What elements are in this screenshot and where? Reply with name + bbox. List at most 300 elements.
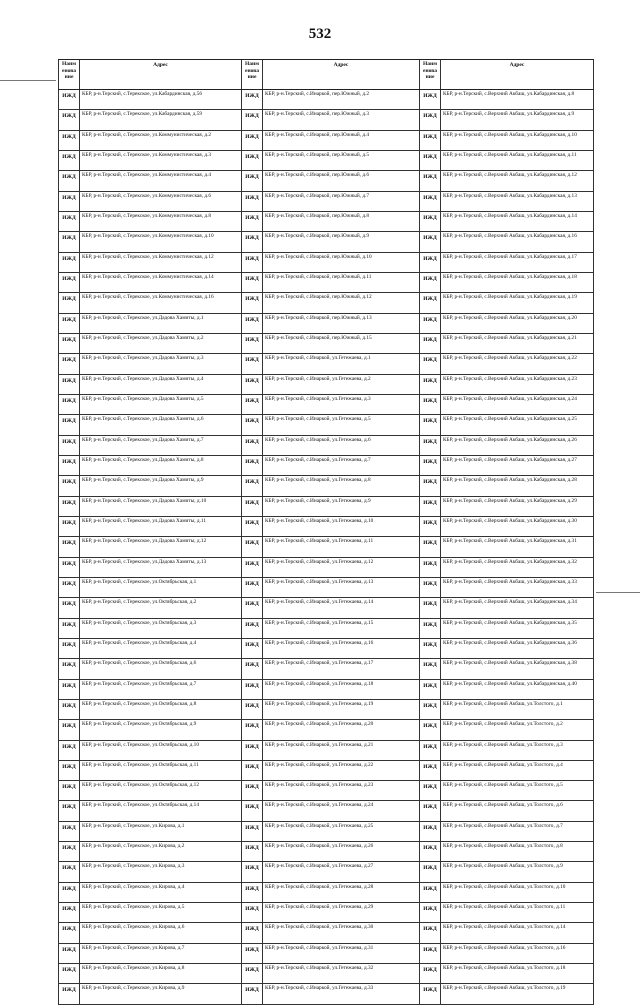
address-cell: КБР, р-н.Терский, с.Верхний Акбаш, ул.Толстого, д.4 bbox=[440, 761, 594, 780]
address-cell: КБР, р-н.Терский, с.Терекское, ул.Дадова Хамиты, д.8 bbox=[79, 456, 241, 475]
address-cell: КБР, р-н.Терский, с.Верхний Акбаш, ул.Кабардинская, д.12 bbox=[440, 171, 594, 190]
type-cell: ИЖД bbox=[241, 212, 262, 231]
address-cell: КБР, р-н.Терский, с.Верхний Акбаш, ул.Кабардинская, д.23 bbox=[440, 375, 594, 394]
type-cell: ИЖД bbox=[241, 680, 262, 699]
type-cell: ИЖД bbox=[241, 578, 262, 597]
address-cell: КБР, р-н.Терский, с.Терекское, ул.Кабардинская, д.56 bbox=[79, 90, 241, 109]
type-cell: ИЖД bbox=[419, 964, 440, 983]
type-cell: ИЖД bbox=[241, 253, 262, 272]
table-row bbox=[58, 476, 594, 496]
type-cell: ИЖД bbox=[241, 476, 262, 495]
table-body bbox=[58, 90, 594, 1005]
type-cell: ИЖД bbox=[241, 151, 262, 170]
address-cell: КБР, р-н.Терский, с.Верхний Акбаш, ул.Кабардинская, д.38 bbox=[440, 659, 594, 678]
address-cell: КБР, р-н.Терский, с.Инаркой, ул.Гетежаева, д.17 bbox=[262, 659, 419, 678]
address-cell: КБР, р-н.Терский, с.Инаркой, ул.Гетежаева, д.21 bbox=[262, 741, 419, 760]
type-cell: ИЖД bbox=[58, 659, 79, 678]
table-row bbox=[58, 944, 594, 964]
address-cell: КБР, р-н.Терский, с.Инаркой, ул.Гетежаева, д.24 bbox=[262, 801, 419, 820]
type-cell: ИЖД bbox=[58, 314, 79, 333]
type-cell: ИЖД bbox=[419, 497, 440, 516]
header-name-2: Наим енова ние bbox=[241, 60, 262, 89]
type-cell: ИЖД bbox=[419, 131, 440, 150]
address-cell: КБР, р-н.Терский, с.Инаркой, ул.Гетежаева, д.9 bbox=[262, 497, 419, 516]
address-cell: КБР, р-н.Терский, с.Инаркой, пер.Южный, д.4 bbox=[262, 131, 419, 150]
address-cell: КБР, р-н.Терский, с.Верхний Акбаш, ул.Толстого, д.2 bbox=[440, 720, 594, 739]
type-cell: ИЖД bbox=[58, 781, 79, 800]
address-cell: КБР, р-н.Терский, с.Верхний Акбаш, ул.Толстого, д.19 bbox=[440, 984, 594, 1003]
address-cell: КБР, р-н.Терский, с.Верхний Акбаш, ул.Кабардинская, д.10 bbox=[440, 131, 594, 150]
type-cell: ИЖД bbox=[58, 944, 79, 963]
type-cell: ИЖД bbox=[419, 842, 440, 861]
address-cell: КБР, р-н.Терский, с.Инаркой, ул.Гетежаева, д.2 bbox=[262, 375, 419, 394]
address-cell: КБР, р-н.Терский, с.Верхний Акбаш, ул.Кабардинская, д.31 bbox=[440, 537, 594, 556]
type-cell: ИЖД bbox=[58, 436, 79, 455]
address-cell: КБР, р-н.Терский, с.Терекское, ул.Коммунистическая, д.4 bbox=[79, 171, 241, 190]
type-cell: ИЖД bbox=[419, 395, 440, 414]
type-cell: ИЖД bbox=[241, 903, 262, 922]
address-cell: КБР, р-н.Терский, с.Терекское, ул.Кирова, д.2 bbox=[79, 842, 241, 861]
type-cell: ИЖД bbox=[58, 822, 79, 841]
type-cell: ИЖД bbox=[241, 964, 262, 983]
type-cell: ИЖД bbox=[419, 578, 440, 597]
table-row bbox=[58, 619, 594, 639]
address-cell: КБР, р-н.Терский, с.Верхний Акбаш, ул.Толстого, д.16 bbox=[440, 944, 594, 963]
type-cell: ИЖД bbox=[58, 801, 79, 820]
type-cell: ИЖД bbox=[241, 883, 262, 902]
table-row bbox=[58, 537, 594, 557]
address-cell: КБР, р-н.Терский, с.Верхний Акбаш, ул.Кабардинская, д.34 bbox=[440, 598, 594, 617]
type-cell: ИЖД bbox=[58, 842, 79, 861]
type-cell: ИЖД bbox=[419, 984, 440, 1003]
type-cell: ИЖД bbox=[419, 801, 440, 820]
address-cell: КБР, р-н.Терский, с.Верхний Акбаш, ул.Кабардинская, д.35 bbox=[440, 619, 594, 638]
type-cell: ИЖД bbox=[419, 761, 440, 780]
address-cell: КБР, р-н.Терский, с.Верхний Акбаш, ул.Кабардинская, д.11 bbox=[440, 151, 594, 170]
address-cell: КБР, р-н.Терский, с.Верхний Акбаш, ул.Толстого, д.18 bbox=[440, 964, 594, 983]
address-cell: КБР, р-н.Терский, с.Терекское, ул.Октябрьская, д.4 bbox=[79, 639, 241, 658]
type-cell: ИЖД bbox=[419, 293, 440, 312]
type-cell: ИЖД bbox=[419, 436, 440, 455]
address-cell: КБР, р-н.Терский, с.Терекское, ул.Октябрьская, д.11 bbox=[79, 761, 241, 780]
type-cell: ИЖД bbox=[58, 964, 79, 983]
address-cell: КБР, р-н.Терский, с.Верхний Акбаш, ул.Кабардинская, д.33 bbox=[440, 578, 594, 597]
address-table bbox=[58, 59, 594, 1005]
type-cell: ИЖД bbox=[241, 415, 262, 434]
type-cell: ИЖД bbox=[58, 598, 79, 617]
address-cell: КБР, р-н.Терский, с.Верхний Акбаш, ул.Толстого, д.6 bbox=[440, 801, 594, 820]
type-cell: ИЖД bbox=[241, 822, 262, 841]
type-cell: ИЖД bbox=[241, 639, 262, 658]
table-row bbox=[58, 598, 594, 618]
address-cell: КБР, р-н.Терский, с.Терекское, ул.Кирова, д.1 bbox=[79, 822, 241, 841]
type-cell: ИЖД bbox=[419, 375, 440, 394]
address-cell: КБР, р-н.Терский, с.Верхний Акбаш, ул.Кабардинская, д.13 bbox=[440, 192, 594, 211]
type-cell: ИЖД bbox=[241, 598, 262, 617]
table-row bbox=[58, 456, 594, 476]
type-cell: ИЖД bbox=[419, 151, 440, 170]
type-cell: ИЖД bbox=[419, 822, 440, 841]
address-cell: КБР, р-н.Терский, с.Верхний Акбаш, ул.Кабардинская, д.14 bbox=[440, 212, 594, 231]
type-cell: ИЖД bbox=[58, 456, 79, 475]
address-cell: КБР, р-н.Терский, с.Верхний Акбаш, ул.Кабардинская, д.29 bbox=[440, 497, 594, 516]
address-cell: КБР, р-н.Терский, с.Терекское, ул.Кирова, д.3 bbox=[79, 862, 241, 881]
address-cell: КБР, р-н.Терский, с.Терекское, ул.Кирова, д.6 bbox=[79, 923, 241, 942]
table-row bbox=[58, 192, 594, 212]
address-cell: КБР, р-н.Терский, с.Верхний Акбаш, ул.Кабардинская, д.18 bbox=[440, 273, 594, 292]
type-cell: ИЖД bbox=[419, 212, 440, 231]
type-cell: ИЖД bbox=[58, 232, 79, 251]
type-cell: ИЖД bbox=[241, 90, 262, 109]
address-cell: КБР, р-н.Терский, с.Инаркой, пер.Южный, д.10 bbox=[262, 253, 419, 272]
header-name-3: Наим енова ние bbox=[419, 60, 440, 89]
type-cell: ИЖД bbox=[241, 720, 262, 739]
address-cell: КБР, р-н.Терский, с.Терекское, ул.Дадова Хамиты, д.13 bbox=[79, 558, 241, 577]
type-cell: ИЖД bbox=[419, 598, 440, 617]
table-row bbox=[58, 700, 594, 720]
table-row bbox=[58, 558, 594, 578]
type-cell: ИЖД bbox=[241, 923, 262, 942]
type-cell: ИЖД bbox=[419, 862, 440, 881]
type-cell: ИЖД bbox=[241, 436, 262, 455]
address-cell: КБР, р-н.Терский, с.Терекское, ул.Дадова Хамиты, д.2 bbox=[79, 334, 241, 353]
address-cell: КБР, р-н.Терский, с.Терекское, ул.Октябрьская, д.6 bbox=[79, 659, 241, 678]
address-cell: КБР, р-н.Терский, с.Верхний Акбаш, ул.Кабардинская, д.26 bbox=[440, 436, 594, 455]
type-cell: ИЖД bbox=[58, 131, 79, 150]
table-row bbox=[58, 334, 594, 354]
type-cell: ИЖД bbox=[58, 476, 79, 495]
type-cell: ИЖД bbox=[58, 273, 79, 292]
address-cell: КБР, р-н.Терский, с.Инаркой, пер.Южный, д.12 bbox=[262, 293, 419, 312]
address-cell: КБР, р-н.Терский, с.Терекское, ул.Дадова Хамиты, д.3 bbox=[79, 354, 241, 373]
type-cell: ИЖД bbox=[241, 801, 262, 820]
type-cell: ИЖД bbox=[419, 456, 440, 475]
address-cell: КБР, р-н.Терский, с.Инаркой, пер.Южный, д.3 bbox=[262, 110, 419, 129]
address-cell: КБР, р-н.Терский, с.Терекское, ул.Октябрьская, д.14 bbox=[79, 801, 241, 820]
table-row bbox=[58, 842, 594, 862]
type-cell: ИЖД bbox=[58, 375, 79, 394]
address-cell: КБР, р-н.Терский, с.Терекское, ул.Коммунистическая, д.12 bbox=[79, 253, 241, 272]
type-cell: ИЖД bbox=[58, 558, 79, 577]
type-cell: ИЖД bbox=[58, 395, 79, 414]
type-cell: ИЖД bbox=[58, 883, 79, 902]
address-cell: КБР, р-н.Терский, с.Верхний Акбаш, ул.Толстого, д.7 bbox=[440, 822, 594, 841]
type-cell: ИЖД bbox=[419, 639, 440, 658]
address-cell: КБР, р-н.Терский, с.Верхний Акбаш, ул.Кабардинская, д.17 bbox=[440, 253, 594, 272]
address-cell: КБР, р-н.Терский, с.Инаркой, ул.Гетежаева, д.23 bbox=[262, 781, 419, 800]
type-cell: ИЖД bbox=[419, 680, 440, 699]
table-row bbox=[58, 639, 594, 659]
address-cell: КБР, р-н.Терский, с.Терекское, ул.Дадова Хамиты, д.9 bbox=[79, 476, 241, 495]
type-cell: ИЖД bbox=[241, 558, 262, 577]
table-row bbox=[58, 903, 594, 923]
address-cell: КБР, р-н.Терский, с.Верхний Акбаш, ул.Кабардинская, д.30 bbox=[440, 517, 594, 536]
type-cell: ИЖД bbox=[419, 659, 440, 678]
table-row bbox=[58, 354, 594, 374]
type-cell: ИЖД bbox=[58, 253, 79, 272]
address-cell: КБР, р-н.Терский, с.Верхний Акбаш, ул.Кабардинская, д.25 bbox=[440, 415, 594, 434]
table-row bbox=[58, 212, 594, 232]
type-cell: ИЖД bbox=[419, 781, 440, 800]
type-cell: ИЖД bbox=[419, 883, 440, 902]
type-cell: ИЖД bbox=[241, 293, 262, 312]
address-cell: КБР, р-н.Терский, с.Верхний Акбаш, ул.Кабардинская, д.36 bbox=[440, 639, 594, 658]
address-cell: КБР, р-н.Терский, с.Терекское, ул.Дадова Хамиты, д.10 bbox=[79, 497, 241, 516]
type-cell: ИЖД bbox=[241, 659, 262, 678]
type-cell: ИЖД bbox=[241, 273, 262, 292]
type-cell: ИЖД bbox=[241, 232, 262, 251]
table-row bbox=[58, 436, 594, 456]
type-cell: ИЖД bbox=[58, 619, 79, 638]
address-cell: КБР, р-н.Терский, с.Инаркой, ул.Гетежаева, д.7 bbox=[262, 456, 419, 475]
address-cell: КБР, р-н.Терский, с.Терекское, ул.Коммунистическая, д.8 bbox=[79, 212, 241, 231]
address-cell: КБР, р-н.Терский, с.Терекское, ул.Коммунистическая, д.6 bbox=[79, 192, 241, 211]
type-cell: ИЖД bbox=[58, 517, 79, 536]
address-cell: КБР, р-н.Терский, с.Инаркой, пер.Южный, д.2 bbox=[262, 90, 419, 109]
table-row bbox=[58, 578, 594, 598]
table-row bbox=[58, 781, 594, 801]
address-cell: КБР, р-н.Терский, с.Терекское, ул.Октябрьская, д.7 bbox=[79, 680, 241, 699]
table-row bbox=[58, 110, 594, 130]
address-cell: КБР, р-н.Терский, с.Инаркой, ул.Гетежаева, д.22 bbox=[262, 761, 419, 780]
scan-artifact-right bbox=[596, 592, 640, 593]
type-cell: ИЖД bbox=[241, 171, 262, 190]
type-cell: ИЖД bbox=[241, 131, 262, 150]
address-cell: КБР, р-н.Терский, с.Терекское, ул.Дадова Хамиты, д.11 bbox=[79, 517, 241, 536]
address-cell: КБР, р-н.Терский, с.Верхний Акбаш, ул.Кабардинская, д.24 bbox=[440, 395, 594, 414]
table-row bbox=[58, 923, 594, 943]
table-row bbox=[58, 314, 594, 334]
table-row bbox=[58, 395, 594, 415]
address-cell: КБР, р-н.Терский, с.Инаркой, ул.Гетежаева, д.33 bbox=[262, 984, 419, 1003]
type-cell: ИЖД bbox=[241, 761, 262, 780]
address-cell: КБР, р-н.Терский, с.Терекское, ул.Октябрьская, д.8 bbox=[79, 700, 241, 719]
table-row bbox=[58, 761, 594, 781]
address-cell: КБР, р-н.Терский, с.Инаркой, пер.Южный, д.5 bbox=[262, 151, 419, 170]
type-cell: ИЖД bbox=[419, 517, 440, 536]
address-cell: КБР, р-н.Терский, с.Терекское, ул.Дадова Хамиты, д.4 bbox=[79, 375, 241, 394]
address-cell: КБР, р-н.Терский, с.Инаркой, ул.Гетежаева, д.19 bbox=[262, 700, 419, 719]
address-cell: КБР, р-н.Терский, с.Терекское, ул.Октябрьская, д.3 bbox=[79, 619, 241, 638]
address-cell: КБР, р-н.Терский, с.Терекское, ул.Кирова, д.9 bbox=[79, 984, 241, 1003]
address-cell: КБР, р-н.Терский, с.Инаркой, ул.Гетежаева, д.26 bbox=[262, 842, 419, 861]
address-cell: КБР, р-н.Терский, с.Верхний Акбаш, ул.Толстого, д.1 bbox=[440, 700, 594, 719]
address-cell: КБР, р-н.Терский, с.Инаркой, пер.Южный, д.11 bbox=[262, 273, 419, 292]
address-cell: КБР, р-н.Терский, с.Терекское, ул.Дадова Хамиты, д.6 bbox=[79, 415, 241, 434]
address-cell: КБР, р-н.Терский, с.Верхний Акбаш, ул.Толстого, д.9 bbox=[440, 862, 594, 881]
type-cell: ИЖД bbox=[58, 90, 79, 109]
header-address-3: Адрес bbox=[440, 60, 594, 89]
address-cell: КБР, р-н.Терский, с.Терекское, ул.Дадова Хамиты, д.1 bbox=[79, 314, 241, 333]
type-cell: ИЖД bbox=[58, 537, 79, 556]
type-cell: ИЖД bbox=[241, 862, 262, 881]
address-cell: КБР, р-н.Терский, с.Инаркой, ул.Гетежаева, д.27 bbox=[262, 862, 419, 881]
type-cell: ИЖД bbox=[241, 619, 262, 638]
scan-artifact-left bbox=[0, 80, 56, 81]
type-cell: ИЖД bbox=[241, 192, 262, 211]
type-cell: ИЖД bbox=[419, 558, 440, 577]
type-cell: ИЖД bbox=[58, 151, 79, 170]
table-row bbox=[58, 375, 594, 395]
type-cell: ИЖД bbox=[419, 476, 440, 495]
address-cell: КБР, р-н.Терский, с.Инаркой, ул.Гетежаева, д.18 bbox=[262, 680, 419, 699]
address-cell: КБР, р-н.Терский, с.Инаркой, ул.Гетежаева, д.3 bbox=[262, 395, 419, 414]
address-cell: КБР, р-н.Терский, с.Терекское, ул.Октябрьская, д.2 bbox=[79, 598, 241, 617]
address-cell: КБР, р-н.Терский, с.Инаркой, пер.Южный, д.7 bbox=[262, 192, 419, 211]
type-cell: ИЖД bbox=[419, 334, 440, 353]
address-cell: КБР, р-н.Терский, с.Верхний Акбаш, ул.Толстого, д.10 bbox=[440, 883, 594, 902]
address-cell: КБР, р-н.Терский, с.Терекское, ул.Кирова, д.8 bbox=[79, 964, 241, 983]
address-cell: КБР, р-н.Терский, с.Инаркой, пер.Южный, д.9 bbox=[262, 232, 419, 251]
address-cell: КБР, р-н.Терский, с.Терекское, ул.Октябрьская, д.9 bbox=[79, 720, 241, 739]
address-cell: КБР, р-н.Терский, с.Терекское, ул.Кирова, д.4 bbox=[79, 883, 241, 902]
address-cell: КБР, р-н.Терский, с.Верхний Акбаш, ул.Толстого, д.5 bbox=[440, 781, 594, 800]
address-cell: КБР, р-н.Терский, с.Инаркой, ул.Гетежаева, д.15 bbox=[262, 619, 419, 638]
type-cell: ИЖД bbox=[58, 862, 79, 881]
type-cell: ИЖД bbox=[419, 253, 440, 272]
type-cell: ИЖД bbox=[419, 90, 440, 109]
type-cell: ИЖД bbox=[241, 842, 262, 861]
type-cell: ИЖД bbox=[241, 984, 262, 1003]
address-cell: КБР, р-н.Терский, с.Инаркой, ул.Гетежаева, д.13 bbox=[262, 578, 419, 597]
address-cell: КБР, р-н.Терский, с.Терекское, ул.Коммунистическая, д.2 bbox=[79, 131, 241, 150]
address-cell: КБР, р-н.Терский, с.Инаркой, ул.Гетежаева, д.1 bbox=[262, 354, 419, 373]
address-cell: КБР, р-н.Терский, с.Верхний Акбаш, ул.Кабардинская, д.19 bbox=[440, 293, 594, 312]
address-cell: КБР, р-н.Терский, с.Верхний Акбаш, ул.Кабардинская, д.8 bbox=[440, 90, 594, 109]
type-cell: ИЖД bbox=[58, 700, 79, 719]
type-cell: ИЖД bbox=[58, 354, 79, 373]
address-cell: КБР, р-н.Терский, с.Терекское, ул.Коммунистическая, д.14 bbox=[79, 273, 241, 292]
address-cell: КБР, р-н.Терский, с.Инаркой, ул.Гетежаева, д.12 bbox=[262, 558, 419, 577]
address-cell: КБР, р-н.Терский, с.Терекское, ул.Коммунистическая, д.16 bbox=[79, 293, 241, 312]
table-row bbox=[58, 680, 594, 700]
address-cell: КБР, р-н.Терский, с.Терекское, ул.Кирова, д.5 bbox=[79, 903, 241, 922]
address-cell: КБР, р-н.Терский, с.Верхний Акбаш, ул.Толстого, д.8 bbox=[440, 842, 594, 861]
table-row bbox=[58, 232, 594, 252]
type-cell: ИЖД bbox=[241, 314, 262, 333]
address-cell: КБР, р-н.Терский, с.Инаркой, ул.Гетежаева, д.16 bbox=[262, 639, 419, 658]
type-cell: ИЖД bbox=[419, 232, 440, 251]
type-cell: ИЖД bbox=[419, 944, 440, 963]
type-cell: ИЖД bbox=[419, 741, 440, 760]
type-cell: ИЖД bbox=[58, 293, 79, 312]
table-row bbox=[58, 90, 594, 110]
address-cell: КБР, р-н.Терский, с.Верхний Акбаш, ул.Толстого, д.3 bbox=[440, 741, 594, 760]
type-cell: ИЖД bbox=[241, 537, 262, 556]
header-address-1: Адрес bbox=[79, 60, 241, 89]
table-row bbox=[58, 131, 594, 151]
table-row bbox=[58, 273, 594, 293]
address-cell: КБР, р-н.Терский, с.Терекское, ул.Дадова Хамиты, д.7 bbox=[79, 436, 241, 455]
table-row bbox=[58, 517, 594, 537]
type-cell: ИЖД bbox=[241, 395, 262, 414]
type-cell: ИЖД bbox=[58, 497, 79, 516]
address-cell: КБР, р-н.Терский, с.Терекское, ул.Кабардинская, д.59 bbox=[79, 110, 241, 129]
address-cell: КБР, р-н.Терский, с.Инаркой, ул.Гетежаева, д.31 bbox=[262, 944, 419, 963]
address-cell: КБР, р-н.Терский, с.Инаркой, ул.Гетежаева, д.11 bbox=[262, 537, 419, 556]
address-cell: КБР, р-н.Терский, с.Инаркой, пер.Южный, д.15 bbox=[262, 334, 419, 353]
address-cell: КБР, р-н.Терский, с.Верхний Акбаш, ул.Кабардинская, д.20 bbox=[440, 314, 594, 333]
address-cell: КБР, р-н.Терский, с.Терекское, ул.Октябрьская, д.1 bbox=[79, 578, 241, 597]
address-cell: КБР, р-н.Терский, с.Инаркой, пер.Южный, д.6 bbox=[262, 171, 419, 190]
type-cell: ИЖД bbox=[58, 741, 79, 760]
table-row bbox=[58, 659, 594, 679]
type-cell: ИЖД bbox=[241, 741, 262, 760]
type-cell: ИЖД bbox=[58, 578, 79, 597]
address-cell: КБР, р-н.Терский, с.Инаркой, ул.Гетежаева, д.25 bbox=[262, 822, 419, 841]
type-cell: ИЖД bbox=[241, 517, 262, 536]
type-cell: ИЖД bbox=[419, 415, 440, 434]
type-cell: ИЖД bbox=[241, 700, 262, 719]
type-cell: ИЖД bbox=[58, 192, 79, 211]
address-cell: КБР, р-н.Терский, с.Верхний Акбаш, ул.Кабардинская, д.27 bbox=[440, 456, 594, 475]
type-cell: ИЖД bbox=[241, 110, 262, 129]
type-cell: ИЖД bbox=[58, 110, 79, 129]
type-cell: ИЖД bbox=[58, 761, 79, 780]
table-row bbox=[58, 293, 594, 313]
type-cell: ИЖД bbox=[58, 415, 79, 434]
table-row bbox=[58, 497, 594, 517]
type-cell: ИЖД bbox=[419, 354, 440, 373]
type-cell: ИЖД bbox=[241, 354, 262, 373]
table-row bbox=[58, 822, 594, 842]
type-cell: ИЖД bbox=[241, 781, 262, 800]
address-cell: КБР, р-н.Терский, с.Инаркой, ул.Гетежаева, д.6 bbox=[262, 436, 419, 455]
type-cell: ИЖД bbox=[58, 903, 79, 922]
type-cell: ИЖД bbox=[58, 212, 79, 231]
type-cell: ИЖД bbox=[419, 720, 440, 739]
table-row bbox=[58, 741, 594, 761]
type-cell: ИЖД bbox=[419, 171, 440, 190]
type-cell: ИЖД bbox=[419, 923, 440, 942]
table-row bbox=[58, 862, 594, 882]
address-cell: КБР, р-н.Терский, с.Верхний Акбаш, ул.Толстого, д.14 bbox=[440, 923, 594, 942]
type-cell: ИЖД bbox=[58, 720, 79, 739]
header-address-2: Адрес bbox=[262, 60, 419, 89]
table-header bbox=[58, 59, 594, 90]
address-cell: КБР, р-н.Терский, с.Верхний Акбаш, ул.Кабардинская, д.22 bbox=[440, 354, 594, 373]
address-cell: КБР, р-н.Терский, с.Терекское, ул.Коммунистическая, д.10 bbox=[79, 232, 241, 251]
address-cell: КБР, р-н.Терский, с.Терекское, ул.Октябрьская, д.12 bbox=[79, 781, 241, 800]
type-cell: ИЖД bbox=[419, 619, 440, 638]
address-cell: КБР, р-н.Терский, с.Верхний Акбаш, ул.Кабардинская, д.9 bbox=[440, 110, 594, 129]
address-cell: КБР, р-н.Терский, с.Инаркой, ул.Гетежаева, д.29 bbox=[262, 903, 419, 922]
address-cell: КБР, р-н.Терский, с.Верхний Акбаш, ул.Кабардинская, д.40 bbox=[440, 680, 594, 699]
address-cell: КБР, р-н.Терский, с.Инаркой, ул.Гетежаева, д.5 bbox=[262, 415, 419, 434]
address-cell: КБР, р-н.Терский, с.Верхний Акбаш, ул.Кабардинская, д.21 bbox=[440, 334, 594, 353]
table-row bbox=[58, 801, 594, 821]
address-cell: КБР, р-н.Терский, с.Инаркой, ул.Гетежаева, д.28 bbox=[262, 883, 419, 902]
table-row bbox=[58, 151, 594, 171]
address-cell: КБР, р-н.Терский, с.Терекское, ул.Дадова Хамиты, д.5 bbox=[79, 395, 241, 414]
address-cell: КБР, р-н.Терский, с.Инаркой, пер.Южный, д.8 bbox=[262, 212, 419, 231]
type-cell: ИЖД bbox=[58, 680, 79, 699]
address-cell: КБР, р-н.Терский, с.Инаркой, ул.Гетежаева, д.8 bbox=[262, 476, 419, 495]
type-cell: ИЖД bbox=[419, 273, 440, 292]
address-cell: КБР, р-н.Терский, с.Терекское, ул.Дадова Хамиты, д.12 bbox=[79, 537, 241, 556]
address-cell: КБР, р-н.Терский, с.Терекское, ул.Кирова, д.7 bbox=[79, 944, 241, 963]
address-cell: КБР, р-н.Терский, с.Инаркой, ул.Гетежаева, д.32 bbox=[262, 964, 419, 983]
address-cell: КБР, р-н.Терский, с.Инаркой, ул.Гетежаева, д.10 bbox=[262, 517, 419, 536]
address-cell: КБР, р-н.Терский, с.Верхний Акбаш, ул.Толстого, д.11 bbox=[440, 903, 594, 922]
type-cell: ИЖД bbox=[58, 923, 79, 942]
address-cell: КБР, р-н.Терский, с.Верхний Акбаш, ул.Кабардинская, д.32 bbox=[440, 558, 594, 577]
address-cell: КБР, р-н.Терский, с.Инаркой, пер.Южный, д.13 bbox=[262, 314, 419, 333]
address-cell: КБР, р-н.Терский, с.Терекское, ул.Коммунистическая, д.3 bbox=[79, 151, 241, 170]
table-row bbox=[58, 253, 594, 273]
type-cell: ИЖД bbox=[58, 984, 79, 1003]
type-cell: ИЖД bbox=[241, 456, 262, 475]
